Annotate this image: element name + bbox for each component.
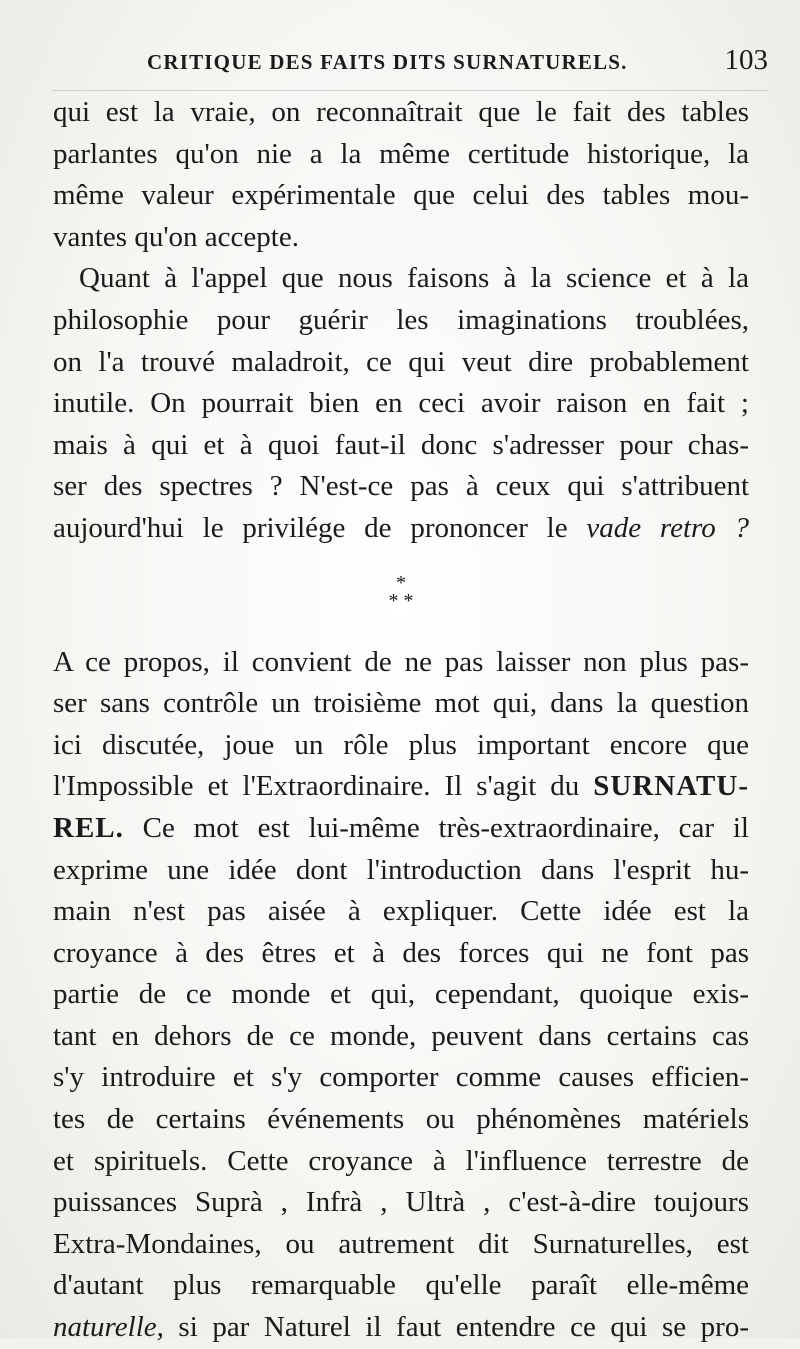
small-caps-term: REL. — [53, 811, 124, 844]
text-line: puissances Suprà , Infrà , Ultrà , c'est-à-dire toujours — [53, 1186, 749, 1219]
text-line: et spirituels. Cette croyance à l'influence terrestre de — [53, 1144, 749, 1177]
text-line: tant en dehors de ce monde, peuvent dans certains cas — [53, 1019, 749, 1052]
text-line: même valeur expérimentale que celui des tables mou- — [53, 179, 749, 212]
text-line: philosophie pour guérir les imaginations troublées, — [53, 303, 749, 336]
text-line — [53, 508, 749, 550]
text-line: mais à qui et à quoi faut-il donc s'adresser pour chas- — [53, 428, 749, 461]
asterism — [53, 550, 749, 642]
text-line: vantes qu'on accepte. — [53, 220, 299, 253]
text-line: ser sans contrôle un troisième mot qui, dans la question — [53, 687, 749, 720]
text-span: si par Naturel il faut entendre ce qui se pro- — [163, 1311, 749, 1344]
page-header — [52, 44, 768, 84]
text-line: A ce propos, il convient de ne pas laisser non plus pas- — [53, 645, 749, 678]
text-span: Ce mot est lui-même très-extraordinaire, car il — [123, 811, 749, 844]
text-line — [53, 808, 749, 850]
text-line: inutile. On pourrait bien en ceci avoir raison en fait ; — [53, 387, 749, 420]
text-line: d'autant plus remarquable qu'elle paraît elle-même — [53, 1269, 749, 1302]
italic-phrase: vade retro ? — [586, 511, 749, 544]
asterism-bottom: * * — [388, 589, 414, 612]
page-body — [53, 92, 749, 1349]
text-line: Extra-Mondaines, ou autrement dit Surnaturelles, est — [53, 1227, 749, 1260]
text-line — [53, 766, 749, 808]
text-line: exprime une idée dont l'introduction dans l'esprit hu- — [53, 853, 749, 886]
text-span: aujourd'hui le privilége de prononcer le — [53, 511, 587, 544]
text-line: partie de ce monde et qui, cependant, quoique exis- — [53, 978, 749, 1011]
text-line: ser des spectres ? N'est-ce pas à ceux qui s'attribuent — [53, 470, 749, 503]
header-rule — [52, 90, 768, 91]
text-line: tes de certains événements ou phénomènes matériels — [53, 1103, 749, 1136]
running-head: CRITIQUE DES FAITS DITS SURNATURELS. — [147, 50, 628, 74]
text-span: l'Impossible et l'Extraordinaire. Il s'agit du — [53, 770, 594, 803]
italic-phrase: naturelle, — [53, 1311, 164, 1344]
text-line: qui est la vraie, on reconnaîtrait que le fait des tables — [53, 96, 749, 128]
text-line: Quant à l'appel que nous faisons à la science et à la — [79, 262, 749, 295]
text-line: ici discutée, joue un rôle plus important encore que — [53, 728, 749, 761]
text-line: parlantes qu'on nie a la même certitude historique, la — [53, 137, 749, 170]
text-line: croyance à des êtres et à des forces qui ne font pas — [53, 936, 749, 969]
text-line — [53, 1307, 749, 1349]
text-line: s'y introduire et s'y comporter comme causes efficien- — [53, 1061, 749, 1094]
small-caps-term: SURNATU- — [593, 770, 749, 803]
page-number: 103 — [724, 44, 768, 76]
text-line: main n'est pas aisée à expliquer. Cette idée est la — [53, 895, 749, 928]
text-line: on l'a trouvé maladroit, ce qui veut dire probablement — [53, 345, 749, 378]
asterism-top: * — [396, 571, 406, 594]
